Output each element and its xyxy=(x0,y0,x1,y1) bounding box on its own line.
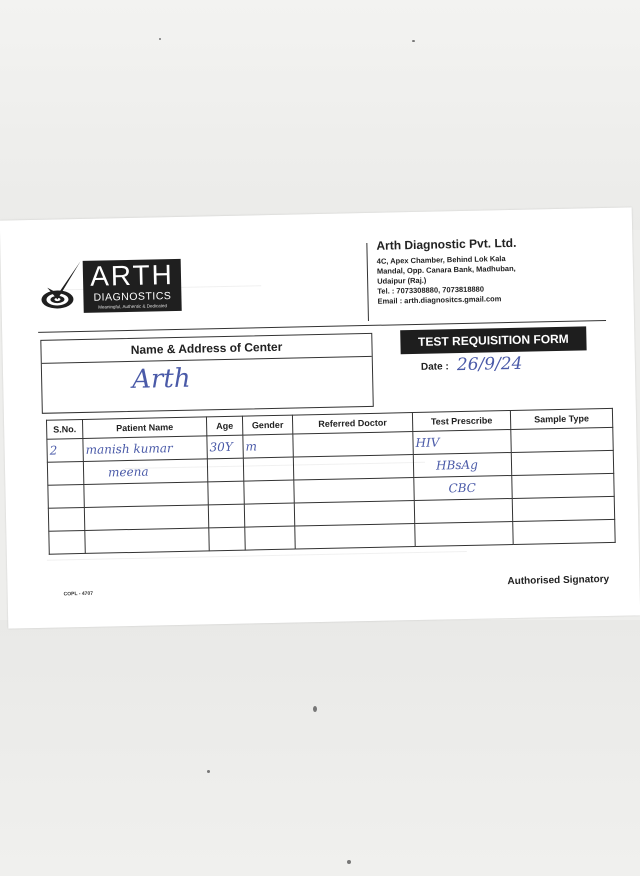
table-cell xyxy=(208,481,244,505)
table-cell: manish kumar xyxy=(83,436,207,462)
table-cell xyxy=(511,427,613,452)
table-cell xyxy=(293,455,413,481)
dust-speck xyxy=(412,40,415,42)
column-header: Sample Type xyxy=(510,408,612,429)
center-value: Arth xyxy=(131,363,191,395)
table-cell xyxy=(243,457,293,481)
table-cell xyxy=(414,498,512,523)
company-address-line: Udaipur (Raj.) xyxy=(377,275,427,286)
column-header: Test Prescribe xyxy=(412,411,510,432)
column-header: Referred Doctor xyxy=(292,413,412,435)
table-cell: m xyxy=(243,434,293,458)
company-name: Arth Diagnostic Pvt. Ltd. xyxy=(376,235,517,253)
table-cell: meena xyxy=(83,459,207,485)
patient-table xyxy=(46,408,616,555)
column-header: Patient Name xyxy=(82,417,206,439)
dust-speck xyxy=(159,38,161,40)
table-cell xyxy=(244,503,294,527)
column-header: Age xyxy=(206,416,242,436)
table-cell xyxy=(48,507,84,531)
table-cell xyxy=(207,458,243,482)
dust-speck xyxy=(347,860,351,864)
table-cell xyxy=(209,527,245,551)
company-address-line: 4C, Apex Chamber, Behind Lok Kala xyxy=(376,254,506,266)
signature-label: Authorised Signatory xyxy=(507,573,610,588)
column-header: S.No. xyxy=(46,419,82,439)
table-cell xyxy=(48,484,84,508)
table-cell: HBsAg xyxy=(413,453,511,478)
table-cell xyxy=(512,496,614,521)
background-top xyxy=(0,0,640,230)
column-header: Gender xyxy=(242,415,292,435)
table-cell xyxy=(47,461,83,485)
table-cell: 30Y xyxy=(207,435,243,459)
table-cell xyxy=(415,521,513,546)
center-box xyxy=(40,333,373,414)
logo-wordmark: ARTH xyxy=(89,259,175,292)
table-cell xyxy=(84,482,208,508)
company-address-line: Mandal, Opp. Canara Bank, Madhuban, xyxy=(376,263,516,276)
company-info xyxy=(376,234,617,307)
form-title: TEST REQUISITION FORM xyxy=(400,326,586,354)
table-cell xyxy=(513,519,615,544)
dust-speck xyxy=(313,706,317,712)
company-phone: Tel. : 7073308880, 7073818880 xyxy=(377,284,485,296)
background-bottom xyxy=(0,620,640,876)
table-cell xyxy=(244,480,294,504)
table-cell xyxy=(49,530,85,554)
logo-wordmark-box xyxy=(83,259,182,313)
company-email: Email : arth.diagnositcs.gmail.com xyxy=(377,294,502,306)
dust-speck xyxy=(207,770,210,773)
center-title: Name & Address of Center xyxy=(41,334,371,364)
table-cell: 2 xyxy=(47,438,83,462)
logo-subtitle: DIAGNOSTICS xyxy=(93,290,172,304)
table-cell xyxy=(85,528,209,554)
table-cell xyxy=(295,524,415,550)
header-divider xyxy=(366,243,369,321)
table-cell xyxy=(84,505,208,531)
table-cell xyxy=(512,473,614,498)
logo-tagline: Meaningful, Authentic & Dedicated xyxy=(98,303,168,310)
table-cell: CBC xyxy=(414,475,512,500)
table-cell xyxy=(208,504,244,528)
table-cell xyxy=(294,478,414,504)
table-cell xyxy=(511,450,613,475)
target-check-icon xyxy=(39,255,86,314)
table-cell: HIV xyxy=(413,430,511,455)
date-label: Date : xyxy=(420,361,449,373)
date-value: 26/9/24 xyxy=(456,353,523,376)
table-cell xyxy=(294,501,414,527)
table-cell xyxy=(293,432,413,458)
table-cell xyxy=(245,526,295,550)
form-code: COPL - 4707 xyxy=(63,590,94,598)
requisition-form-sheet xyxy=(0,207,640,628)
